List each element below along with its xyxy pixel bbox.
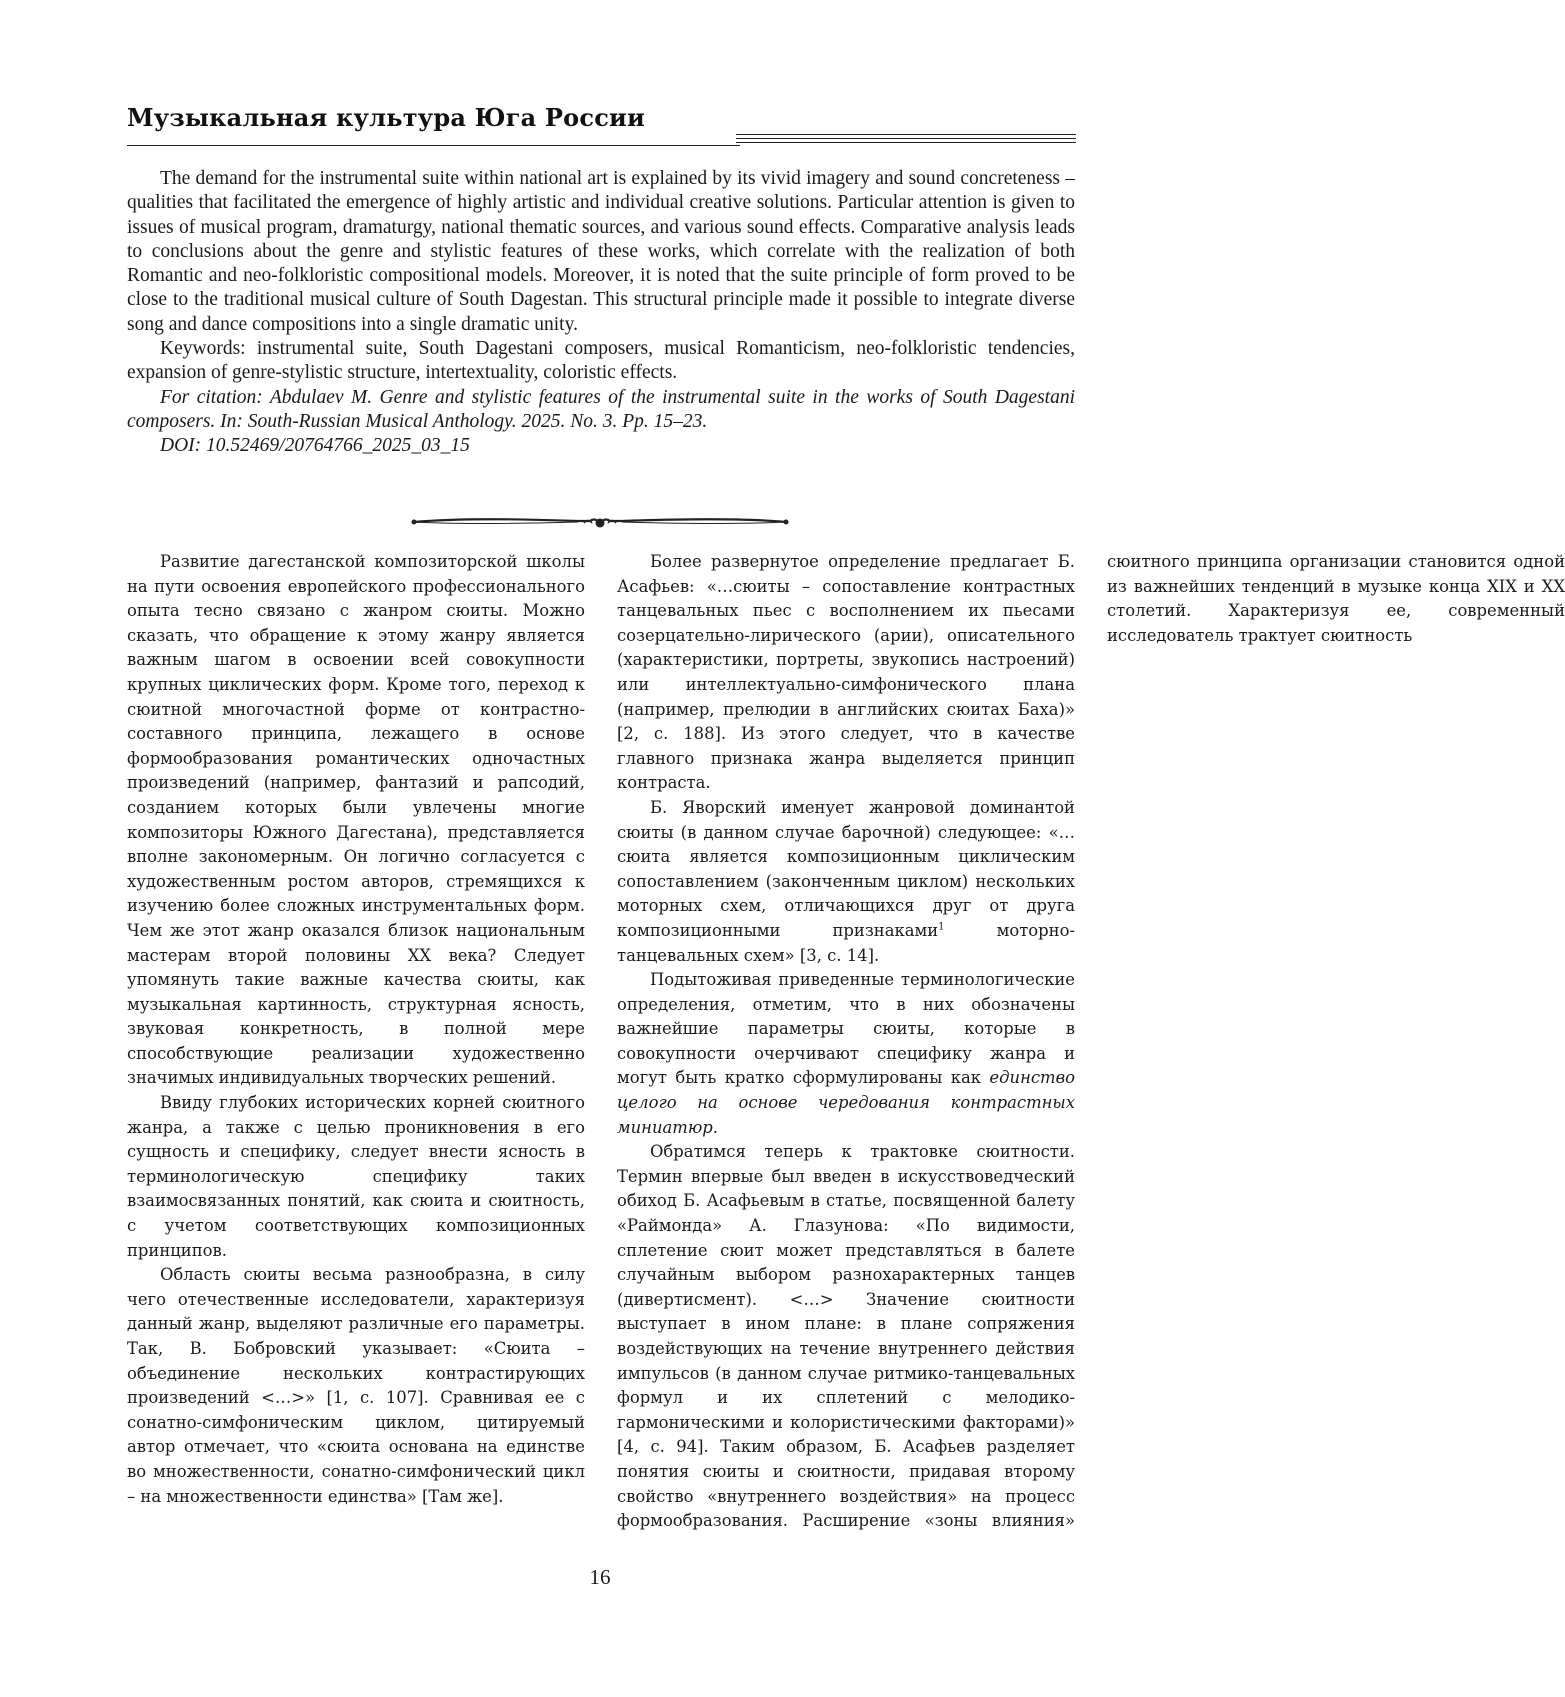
body-paragraph — [617, 968, 1075, 1140]
body-paragraph: Более развернутое определение предлагает Б. Асафьев: «…сюиты – сопоставление контрастных танцевальных пьес с восполнением их пьесами созерцательно-лирического (арии), описательного (характеристики, портреты, звукопись настроений) или интеллектуально-симфонического плана (например, прелюдии в английских сюитах Баха)» [2, с. 188]. Из этого следует, что в качестве главного признака жанра выделяется принцип контраста. — [617, 552, 1075, 793]
body-text: Б. Яворский именует жанровой доминантой сюиты (в данном случае барочной) следующее: «…сюита является композиционным циклическим сопоставлением (законченным циклом) нескольких моторных схем, отличающихся друг от друга композиционными признаками — [617, 797, 1075, 940]
abstract-text: The demand for the instrumental suite within national art is explained by its vivid imagery and sound concreteness – qualities that facilitated the emergence of highly artistic and individual creative solutions. Particular attention is given to issues of musical program, dramaturgy, national thematic sources, and various sound effects. Comparative analysis leads to conclusions about the genre and stylistic features of these works, which correlate with the realization of both Romantic and neo-folkloristic compositional models. Moreover, it is noted that the suite principle of form proved to be close to the traditional musical culture of South Dagestan. This structural principle made it possible to integrate diverse song and dance compositions into a single dramatic unity. — [127, 168, 1075, 335]
abstract — [127, 167, 1075, 459]
keywords: Keywords: instrumental suite, South Dagestani composers, musical Romanticism, neo-folkloristic tendencies, expansion of genre-stylistic structure, intertextuality, coloristic effects. — [127, 338, 1075, 384]
article-body — [127, 550, 1565, 1542]
body-paragraph: Область сюиты весьма разнообразна, в силу чего отечественные исследователи, характеризуя данный жанр, выделяют различные его параметры. Так, В. Бобровский указывает: «Сюита – объединение нескольких контрастирующих произведений <…>» [1, с. 107]. Сравнивая ее с сонатно-симфоническим циклом, цитируемый автор отмечает, что «сюита основана на единстве во множественности, сонатно-симфонический цикл – на множественности единства» [Там же]. — [127, 1265, 585, 1506]
page-number: 16 — [589, 1565, 611, 1589]
body-paragraph — [617, 796, 1075, 968]
doi: DOI: 10.52469/20764766_2025_03_15 — [160, 435, 470, 457]
body-text: моторно-танцевальных схем» [3, с. 14]. — [617, 920, 1075, 965]
footnote-mark: 1 — [938, 921, 945, 933]
header-rule — [127, 145, 740, 146]
emphasis-text: единство целого на основе чередования контрастных миниатюр. — [617, 1068, 1075, 1137]
ornament-divider-icon — [408, 513, 792, 531]
body-text: Подытоживая приведенные терминологические определения, отметим, что в них обозначены важнейшие параметры сюиты, которые в совокупности очерчивают специфику жанра и могут быть кратко сформулированы как — [617, 970, 1075, 1088]
journal-title: Музыкальная культура Юга России — [127, 103, 646, 132]
body-paragraph: Развитие дагестанской композиторской школы на пути освоения европейского профессионального опыта тесно связано с жанром сюиты. Можно сказать, что обращение к этому жанру является важным шагом в освоении всей совокупности крупных циклических форм. Кроме того, переход к сюитной многочастной форме от контрастно-составного принципа, лежащего в основе формообразования романтических одночастных произведений (например, фантазий и рапсодий, созданием которых были увлечены многие композиторы Южного Дагестана), представляется вполне закономерным. Он логично согласуется с художественным ростом авторов, стремящихся к изучению более сложных инструментальных форм. Чем же этот жанр оказался близок национальным мастерам второй половины XX века? Следует упомянуть такие важные качества сюиты, как музыкальная картинность, структурная ясность, звуковая конкретность, в полной мере способствующие реализации художественно значимых индивидуальных творческих решений. — [127, 552, 585, 1088]
body-paragraph: Обратимся теперь к трактовке сюитности. Термин впервые был введен в искусствоведческий обиход Б. Асафьевым в статье, посвященной балету «Раймонда» А. Глазунова: «По видимости, сплетение сюит может представляться в балете случайным выбором разнохарактерных танцев (дивертисмент). <…> Значение сюитности выступает в ином плане: в плане сопряжения воздействующих на течение внутреннего действия импульсов (в данном случае ритмико-танцевальных формул и их сплетений с мелодико-гармоническими и колористическими факторами)» [4, с. 94]. Таким образом, Б. Асафьев разделяет понятия сюиты и сюитности, придавая второму свойство «внутреннего воздействия» на процесс формообразования. Расширение «зоны влияния» сюитного принципа организации становится одной из важнейших тенденций в музыке конца XIX и XX столетий. Характеризуя ее, современный исследователь трактует сюитность — [617, 552, 1565, 1531]
header-decorative-lines — [736, 134, 1076, 146]
citation: For citation: Abdulaev M. Genre and stylistic features of the instrumental suite in the works of South Dagestani composers. In: South-Russian Musical Anthology. 2025. No. 3. Pp. 15–23. — [127, 386, 1075, 432]
body-paragraph: Ввиду глубоких исторических корней сюитного жанра, а также с целью проникновения в его сущность и специфику, следует внести ясность в терминологическую специфику таких взаимосвязанных понятий, как сюита и сюитность, с учетом соответствующих композиционных принципов. — [127, 1093, 585, 1260]
